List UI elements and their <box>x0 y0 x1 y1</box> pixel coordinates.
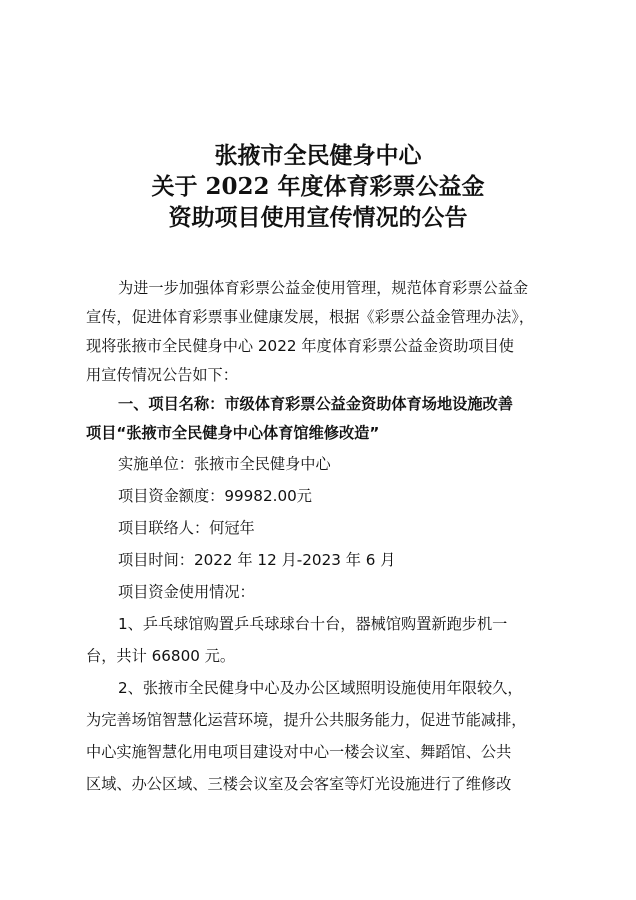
usage-item-2-line-4: 区域、办公区域、三楼会议室及会客室等灯光设施进行了维修改 <box>86 775 512 793</box>
title-line-1: 张掖市全民健身中心 <box>214 142 422 169</box>
project-heading-line-1: 一、项目名称：市级体育彩票公益金资助体育场地设施改善 <box>118 395 513 413</box>
usage-item-2-line-2: 为完善场馆智慧化运营环境，提升公共服务能力，促进节能减排， <box>86 711 527 729</box>
implementing-unit: 实施单位：张掖市全民健身中心 <box>118 455 331 473</box>
title-line-2: 关于 2022 年度体育彩票公益金 <box>151 173 485 200</box>
usage-item-2 <box>86 672 558 800</box>
usage-item-2-line-3: 中心实施智慧化用电项目建设对中心一楼会议室、舞蹈馆、公共 <box>86 743 512 761</box>
intro-line-1: 为进一步加强体育彩票公益金使用管理，规范体育彩票公益金 <box>118 279 529 297</box>
fund-usage-heading: 项目资金使用情况： <box>118 583 255 601</box>
intro-line-4: 用宣传情况公告如下： <box>86 366 238 384</box>
usage-item-2-line-1: 2、张掖市全民健身中心及办公区域照明设施使用年限较久， <box>118 679 523 697</box>
title-line-3: 资助项目使用宣传情况的公告 <box>168 204 468 231</box>
document-title <box>0 140 636 233</box>
intro-line-2: 宣传，促进体育彩票事业健康发展，根据《彩票公益金管理办法》， <box>86 308 535 326</box>
funding-amount: 项目资金额度：99982.00元 <box>118 487 312 505</box>
intro-paragraph <box>86 274 558 390</box>
intro-line-3: 现将张掖市全民健身中心 2022 年度体育彩票公益金资助项目使 <box>86 337 514 355</box>
contact-person: 项目联络人：何冠年 <box>118 519 255 537</box>
project-heading-line-2: 项目“张掖市全民健身中心体育馆维修改造” <box>86 424 380 442</box>
usage-item-1 <box>86 608 558 672</box>
usage-item-1-line-1: 1、乒乓球馆购置乒乓球球台十台，器械馆购置新跑步机一 <box>118 615 508 633</box>
usage-item-1-line-2: 台，共计 66800 元。 <box>86 647 236 665</box>
project-time: 项目时间：2022 年 12 月-2023 年 6 月 <box>118 551 396 569</box>
document-body <box>86 274 558 800</box>
project-heading <box>86 390 558 448</box>
